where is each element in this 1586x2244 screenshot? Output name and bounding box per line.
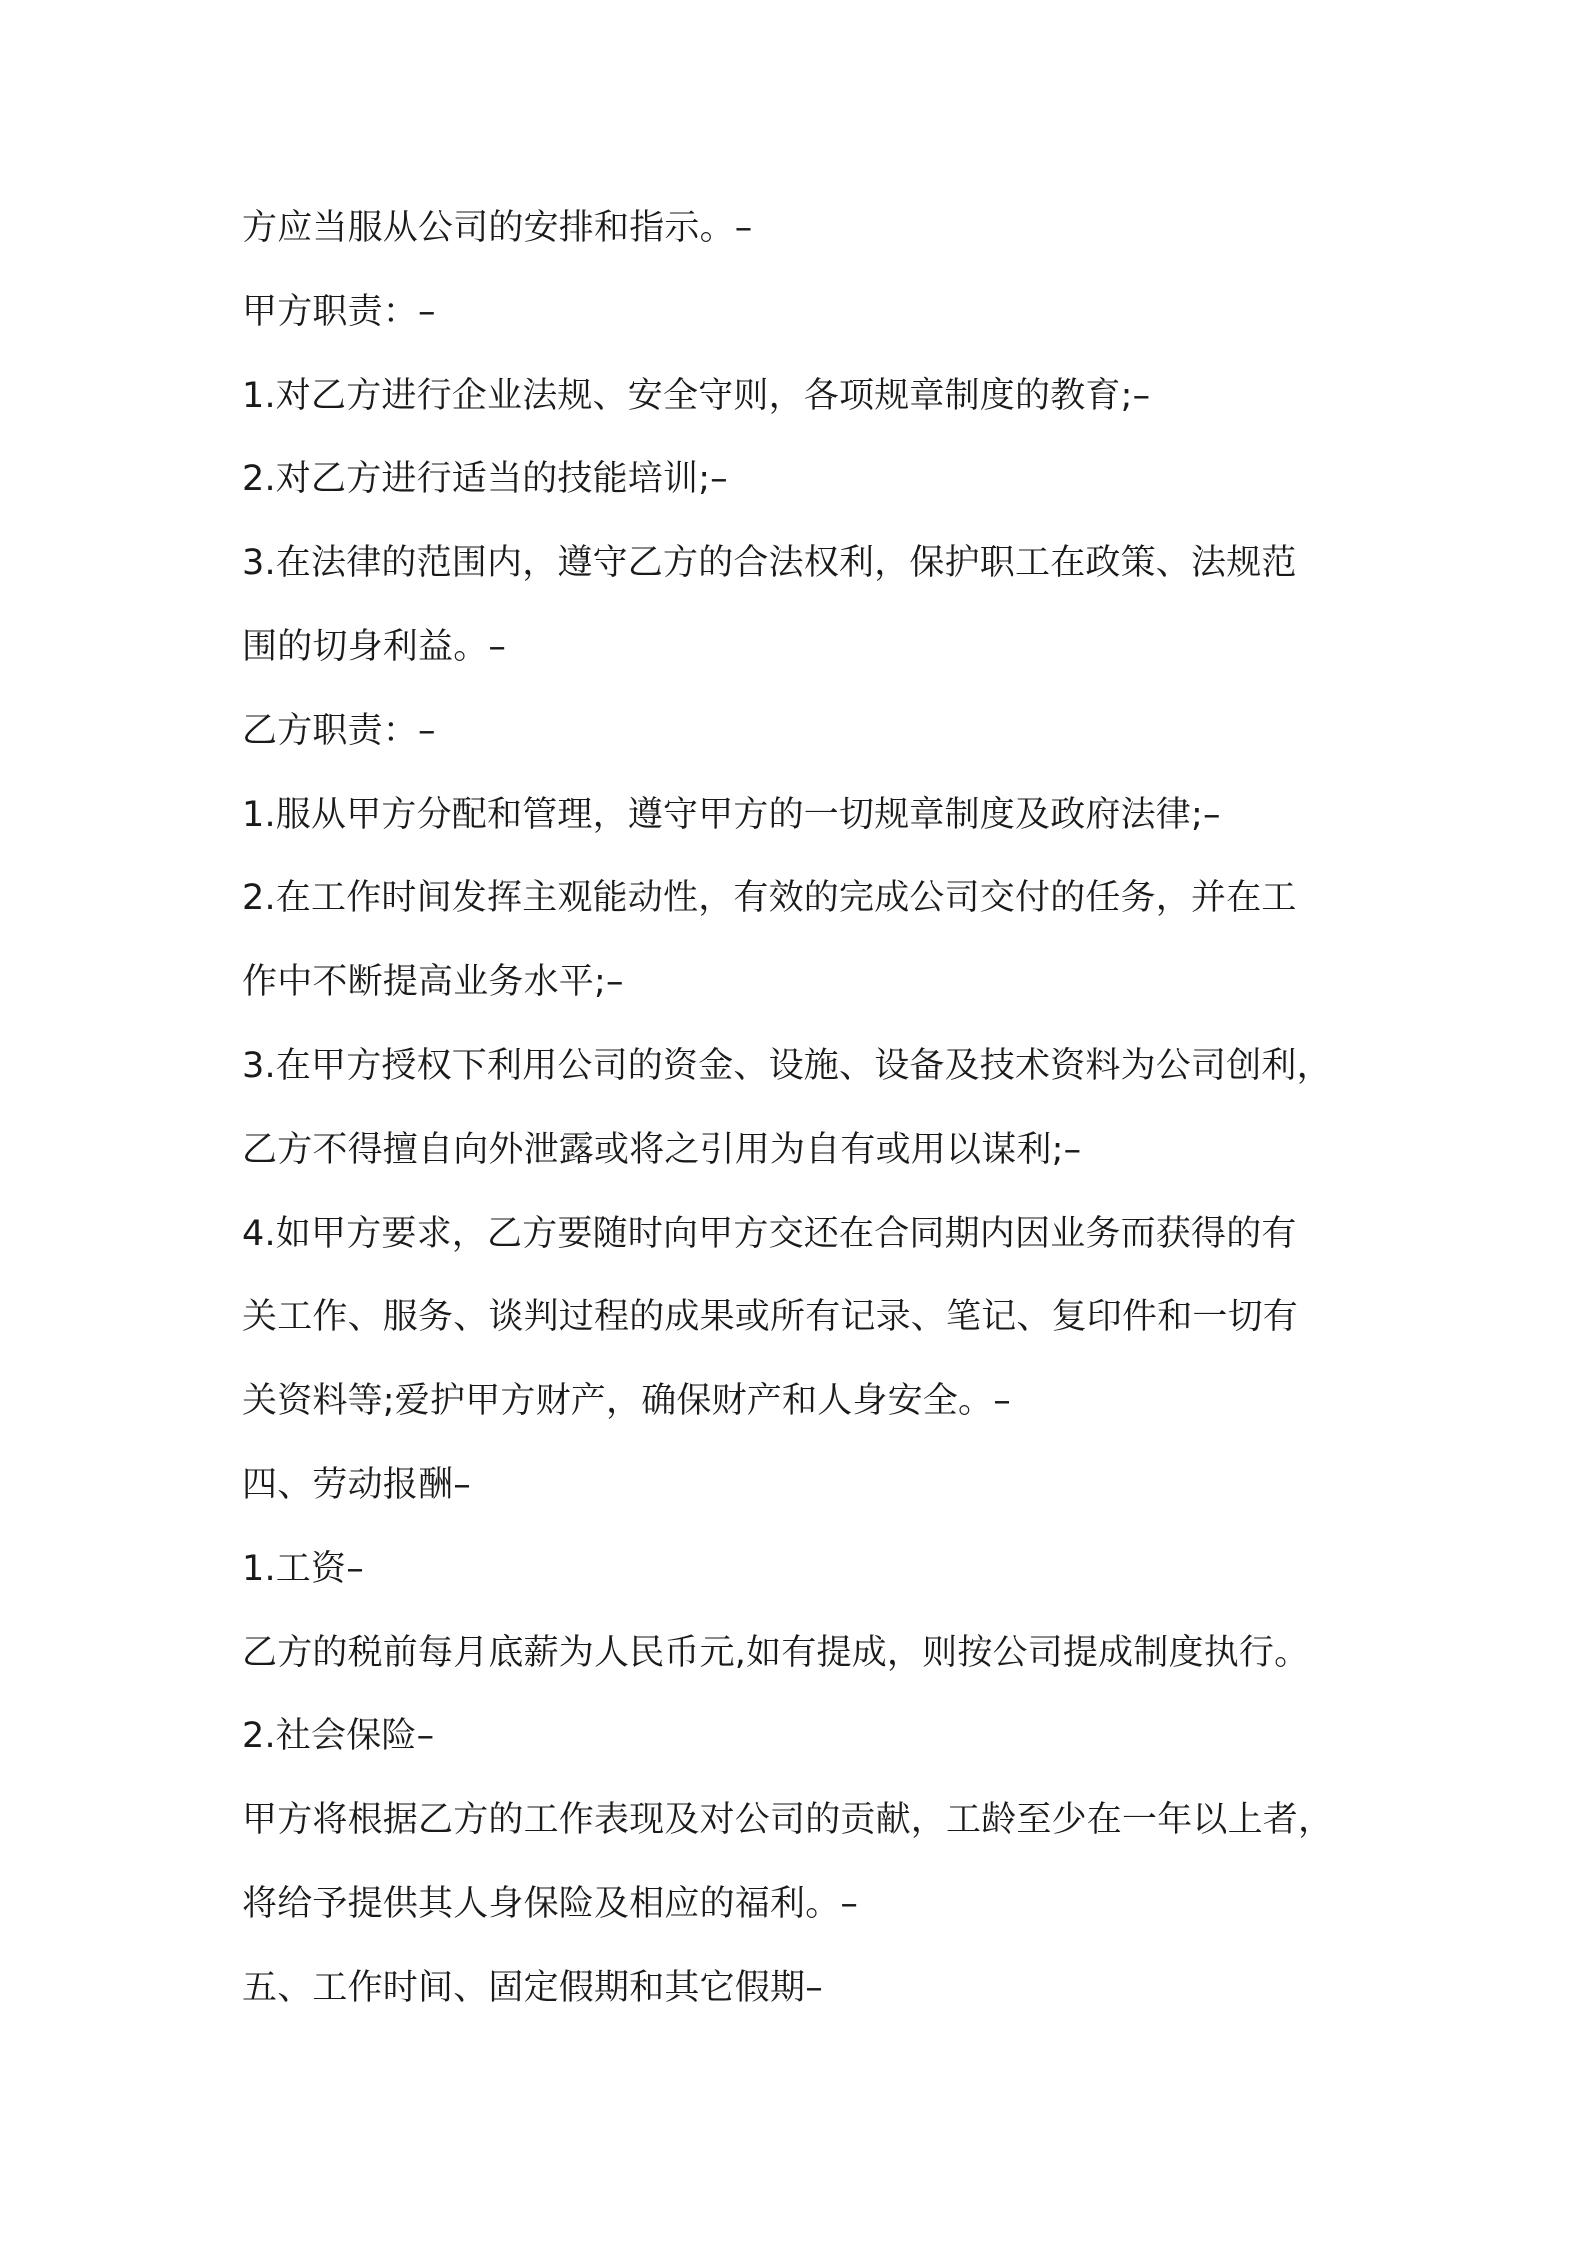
document-body [242, 196, 1392, 2040]
section-heading: 乙方职责：– [242, 710, 436, 751]
text-line: 乙方不得擅自向外泄露或将之引用为自有或用以谋利;– [242, 1129, 1082, 1170]
text-line: 2.对乙方进行适当的技能培训;– [242, 459, 728, 500]
subsection-heading: 2.社会保险– [242, 1716, 435, 1757]
text-line: 1.服从甲方分配和管理，遵守甲方的一切规章制度及政府法律;– [242, 794, 1221, 835]
text-line: 甲方将根据乙方的工作表现及对公司的贡献，工龄至少在一年以上者， [242, 1800, 1334, 1841]
text-line: 将给予提供其人身保险及相应的福利。– [242, 1883, 859, 1924]
text-line: 作中不断提高业务水平;– [242, 962, 624, 1003]
text-line: 3.在法律的范围内，遵守乙方的合法权利，保护职工在政策、法规范 [242, 543, 1297, 584]
text-line: 4.如甲方要求，乙方要随时向甲方交还在合同期内因业务而获得的有 [242, 1213, 1297, 1254]
text-line: 2.在工作时间发挥主观能动性，有效的完成公司交付的任务，并在工 [242, 878, 1297, 919]
text-line: 关资料等;爱护甲方财产，确保财产和人身安全。– [242, 1381, 1011, 1422]
text-line: 3.在甲方授权下利用公司的资金、设施、设备及技术资料为公司创利， [242, 1045, 1332, 1086]
text-line: 关工作、服务、谈判过程的成果或所有记录、笔记、复印件和一切有 [242, 1297, 1299, 1338]
section-heading: 甲方职责：– [242, 291, 436, 332]
text-line: 乙方的税前每月底薪为人民币元,如有提成，则按公司提成制度执行。 [242, 1632, 1310, 1673]
section-heading: 五、工作时间、固定假期和其它假期– [242, 1967, 823, 2008]
subsection-heading: 1.工资– [242, 1548, 364, 1589]
text-line: 方应当服从公司的安排和指示。– [242, 208, 753, 248]
text-line: 1.对乙方进行企业法规、安全守则，各项规章制度的教育;– [242, 375, 1151, 416]
text-line: 围的切身利益。– [242, 626, 507, 667]
section-heading: 四、劳动报酬– [242, 1464, 471, 1505]
